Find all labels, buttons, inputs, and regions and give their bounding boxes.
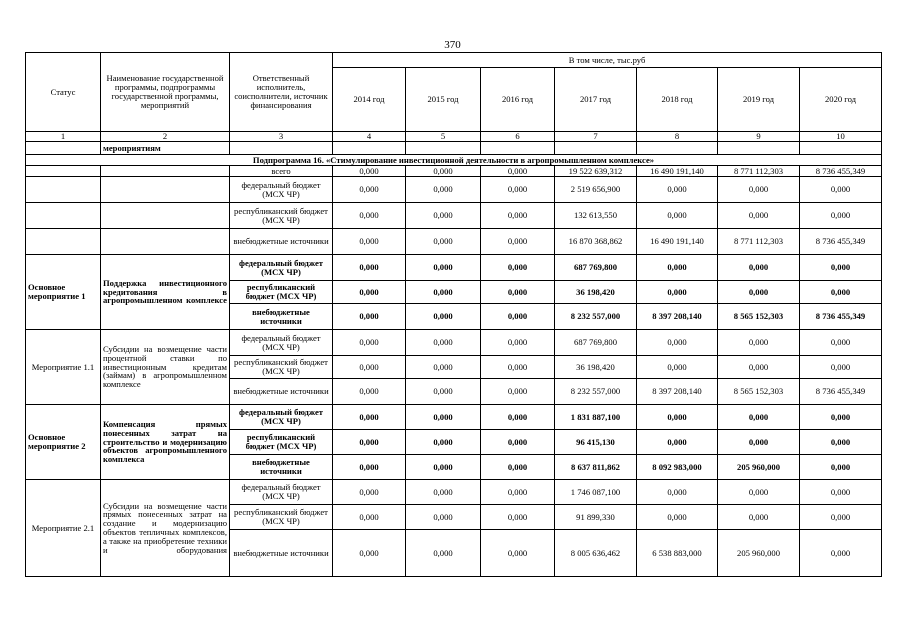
value-cell: 0,000	[333, 229, 406, 255]
value-cell: 0,000	[481, 405, 555, 430]
value-cell: 0,000	[481, 229, 555, 255]
empty-cell	[555, 142, 637, 155]
status-cell: Мероприятие 2.1	[26, 480, 101, 577]
value-cell: 0,000	[481, 379, 555, 405]
value-cell: 8 232 557,000	[555, 304, 637, 330]
value-cell: 0,000	[718, 430, 800, 455]
value-cell: 0,000	[333, 430, 406, 455]
source-cell: внебюджетные источники	[230, 304, 333, 330]
value-cell: 0,000	[800, 330, 882, 356]
source-cell: федеральный бюджет (МСХ ЧР)	[230, 405, 333, 430]
value-cell: 0,000	[406, 255, 481, 281]
value-cell: 0,000	[718, 177, 800, 203]
value-cell: 36 198,420	[555, 356, 637, 379]
value-cell: 0,000	[718, 330, 800, 356]
value-cell: 0,000	[406, 455, 481, 480]
empty-cell	[230, 142, 333, 155]
value-cell: 0,000	[637, 330, 718, 356]
value-cell: 0,000	[481, 304, 555, 330]
table-body	[26, 53, 882, 577]
value-cell: 0,000	[637, 281, 718, 304]
value-cell: 16 490 191,140	[637, 166, 718, 177]
value-cell: 6 538 883,000	[637, 530, 718, 577]
value-cell: 1 746 087,100	[555, 480, 637, 505]
col-number: 5	[406, 132, 481, 142]
empty-cell	[718, 142, 800, 155]
value-cell: 8 565 152,303	[718, 304, 800, 330]
col-number: 6	[481, 132, 555, 142]
col-number: 8	[637, 132, 718, 142]
status-cell	[26, 229, 101, 255]
header-year: 2016 год	[481, 68, 555, 132]
source-cell: внебюджетные источники	[230, 379, 333, 405]
status-cell: Мероприятие 1.1	[26, 330, 101, 405]
value-cell: 0,000	[481, 430, 555, 455]
col-number: 9	[718, 132, 800, 142]
value-cell: 1 831 887,100	[555, 405, 637, 430]
value-cell: 8 637 811,862	[555, 455, 637, 480]
value-cell: 0,000	[406, 177, 481, 203]
header-group: В том числе, тыс.руб	[333, 53, 882, 68]
value-cell: 0,000	[800, 430, 882, 455]
source-cell: федеральный бюджет (МСХ ЧР)	[230, 330, 333, 356]
value-cell: 0,000	[800, 455, 882, 480]
col-number: 1	[26, 132, 101, 142]
value-cell: 0,000	[800, 255, 882, 281]
name-cell	[101, 166, 230, 177]
source-cell: республиканский бюджет (МСХ ЧР)	[230, 356, 333, 379]
value-cell: 0,000	[333, 304, 406, 330]
table-row	[26, 166, 882, 177]
value-cell: 0,000	[333, 166, 406, 177]
value-cell: 0,000	[406, 166, 481, 177]
value-cell: 0,000	[481, 255, 555, 281]
col-number: 10	[800, 132, 882, 142]
status-cell: Основное мероприятие 2	[26, 405, 101, 480]
value-cell: 0,000	[481, 455, 555, 480]
value-cell: 0,000	[481, 166, 555, 177]
source-cell: федеральный бюджет (МСХ ЧР)	[230, 255, 333, 281]
value-cell: 0,000	[333, 281, 406, 304]
value-cell: 0,000	[406, 530, 481, 577]
header-year: 2014 год	[333, 68, 406, 132]
value-cell: 0,000	[406, 356, 481, 379]
table-row	[26, 480, 882, 505]
status-cell: Основное мероприятие 1	[26, 255, 101, 330]
value-cell: 132 613,550	[555, 203, 637, 229]
value-cell: 36 198,420	[555, 281, 637, 304]
value-cell: 91 899,330	[555, 505, 637, 530]
value-cell: 0,000	[718, 505, 800, 530]
value-cell: 0,000	[637, 356, 718, 379]
value-cell: 0,000	[481, 530, 555, 577]
name-cell: Поддержка инвестиционного кредитования в агропромышленном комплексе	[101, 255, 230, 330]
value-cell: 205 960,000	[718, 530, 800, 577]
value-cell: 0,000	[481, 356, 555, 379]
header-year: 2017 год	[555, 68, 637, 132]
value-cell: 0,000	[637, 505, 718, 530]
value-cell: 0,000	[718, 281, 800, 304]
header-status: Статус	[26, 53, 101, 132]
value-cell: 0,000	[333, 203, 406, 229]
value-cell: 0,000	[800, 177, 882, 203]
value-cell: 0,000	[333, 505, 406, 530]
value-cell: 0,000	[481, 203, 555, 229]
value-cell: 0,000	[333, 330, 406, 356]
value-cell: 0,000	[718, 405, 800, 430]
value-cell: 0,000	[800, 530, 882, 577]
empty-cell	[481, 142, 555, 155]
carry-text: мероприятиям	[101, 142, 230, 155]
value-cell: 0,000	[718, 203, 800, 229]
source-cell: республиканский бюджет (МСХ ЧР)	[230, 430, 333, 455]
value-cell: 0,000	[637, 430, 718, 455]
value-cell: 19 522 639,312	[555, 166, 637, 177]
source-cell: республиканский бюджет (МСХ ЧР)	[230, 281, 333, 304]
source-cell: внебюджетные источники	[230, 455, 333, 480]
value-cell: 0,000	[481, 480, 555, 505]
value-cell: 0,000	[481, 177, 555, 203]
empty-cell	[800, 142, 882, 155]
value-cell: 8 397 208,140	[637, 304, 718, 330]
value-cell: 0,000	[718, 480, 800, 505]
empty-cell	[333, 142, 406, 155]
value-cell: 687 769,800	[555, 255, 637, 281]
value-cell: 0,000	[333, 405, 406, 430]
value-cell: 0,000	[481, 505, 555, 530]
header-year: 2020 год	[800, 68, 882, 132]
source-cell: внебюджетные источники	[230, 530, 333, 577]
source-cell: республиканский бюджет (МСХ ЧР)	[230, 203, 333, 229]
name-cell	[101, 177, 230, 203]
source-cell: всего	[230, 166, 333, 177]
header-year: 2019 год	[718, 68, 800, 132]
value-cell: 0,000	[718, 356, 800, 379]
value-cell: 8 397 208,140	[637, 379, 718, 405]
table-row	[26, 203, 882, 229]
value-cell: 205 960,000	[718, 455, 800, 480]
value-cell: 0,000	[637, 255, 718, 281]
col-number: 4	[333, 132, 406, 142]
value-cell: 0,000	[481, 330, 555, 356]
value-cell: 0,000	[333, 455, 406, 480]
value-cell: 0,000	[481, 281, 555, 304]
source-cell: федеральный бюджет (МСХ ЧР)	[230, 177, 333, 203]
value-cell: 8 736 455,349	[800, 229, 882, 255]
value-cell: 0,000	[333, 480, 406, 505]
value-cell: 8 771 112,303	[718, 166, 800, 177]
value-cell: 0,000	[800, 405, 882, 430]
value-cell: 96 415,130	[555, 430, 637, 455]
value-cell: 16 490 191,140	[637, 229, 718, 255]
value-cell: 0,000	[637, 405, 718, 430]
value-cell: 8 736 455,349	[800, 379, 882, 405]
value-cell: 8 232 557,000	[555, 379, 637, 405]
name-cell: Субсидии на возмещение части прямых понесенных затрат на создание и модернизацию объектов тепличных комплексов, а также на приобретение техники и оборудования	[101, 480, 230, 577]
name-cell	[101, 229, 230, 255]
value-cell: 0,000	[800, 505, 882, 530]
empty-cell	[637, 142, 718, 155]
subprogram-title: Подпрограмма 16. «Стимулирование инвестиционной деятельности в агропромышленном комплексе»	[26, 155, 882, 166]
value-cell: 0,000	[333, 255, 406, 281]
header-name: Наименование государственной программы, подпрограммы государственной программы, мероприятий	[101, 53, 230, 132]
value-cell: 0,000	[800, 203, 882, 229]
table-row	[26, 177, 882, 203]
value-cell: 0,000	[800, 480, 882, 505]
value-cell: 8 736 455,349	[800, 166, 882, 177]
status-cell	[26, 203, 101, 229]
value-cell: 0,000	[406, 379, 481, 405]
value-cell: 0,000	[406, 480, 481, 505]
value-cell: 0,000	[406, 203, 481, 229]
table-row	[26, 330, 882, 356]
table-row	[26, 255, 882, 281]
value-cell: 0,000	[406, 405, 481, 430]
value-cell: 0,000	[406, 430, 481, 455]
source-cell: внебюджетные источники	[230, 229, 333, 255]
page-number: 370	[444, 39, 461, 51]
table-row	[26, 405, 882, 430]
empty-cell	[406, 142, 481, 155]
value-cell: 0,000	[406, 330, 481, 356]
name-cell: Компенсация прямых понесенных затрат на строительство и модернизацию объектов агропромышленного комплекса	[101, 405, 230, 480]
empty-cell	[26, 142, 101, 155]
source-cell: федеральный бюджет (МСХ ЧР)	[230, 480, 333, 505]
value-cell: 687 769,800	[555, 330, 637, 356]
name-cell: Субсидии на возмещение части процентной ставки по инвестиционным кредитам (займам) в агропромышленном комплексе	[101, 330, 230, 405]
value-cell: 8 092 983,000	[637, 455, 718, 480]
col-number: 2	[101, 132, 230, 142]
value-cell: 0,000	[800, 281, 882, 304]
value-cell: 0,000	[406, 281, 481, 304]
value-cell: 8 565 152,303	[718, 379, 800, 405]
value-cell: 0,000	[637, 480, 718, 505]
value-cell: 8 771 112,303	[718, 229, 800, 255]
name-cell	[101, 203, 230, 229]
value-cell: 0,000	[800, 356, 882, 379]
table-row	[26, 229, 882, 255]
col-number: 7	[555, 132, 637, 142]
status-cell	[26, 177, 101, 203]
value-cell: 0,000	[333, 177, 406, 203]
status-cell	[26, 166, 101, 177]
col-number: 3	[230, 132, 333, 142]
value-cell: 16 870 368,862	[555, 229, 637, 255]
value-cell: 2 519 656,900	[555, 177, 637, 203]
source-cell: республиканский бюджет (МСХ ЧР)	[230, 505, 333, 530]
value-cell: 0,000	[406, 505, 481, 530]
budget-table	[25, 52, 882, 577]
value-cell: 8 736 455,349	[800, 304, 882, 330]
value-cell: 0,000	[718, 255, 800, 281]
header-year: 2018 год	[637, 68, 718, 132]
value-cell: 0,000	[406, 229, 481, 255]
value-cell: 0,000	[637, 177, 718, 203]
value-cell: 0,000	[333, 379, 406, 405]
value-cell: 0,000	[333, 530, 406, 577]
header-year: 2015 год	[406, 68, 481, 132]
value-cell: 0,000	[406, 304, 481, 330]
value-cell: 0,000	[637, 203, 718, 229]
value-cell: 0,000	[333, 356, 406, 379]
value-cell: 8 005 636,462	[555, 530, 637, 577]
header-executor: Ответственный исполнитель, соисполнители, источник финансирования	[230, 53, 333, 132]
